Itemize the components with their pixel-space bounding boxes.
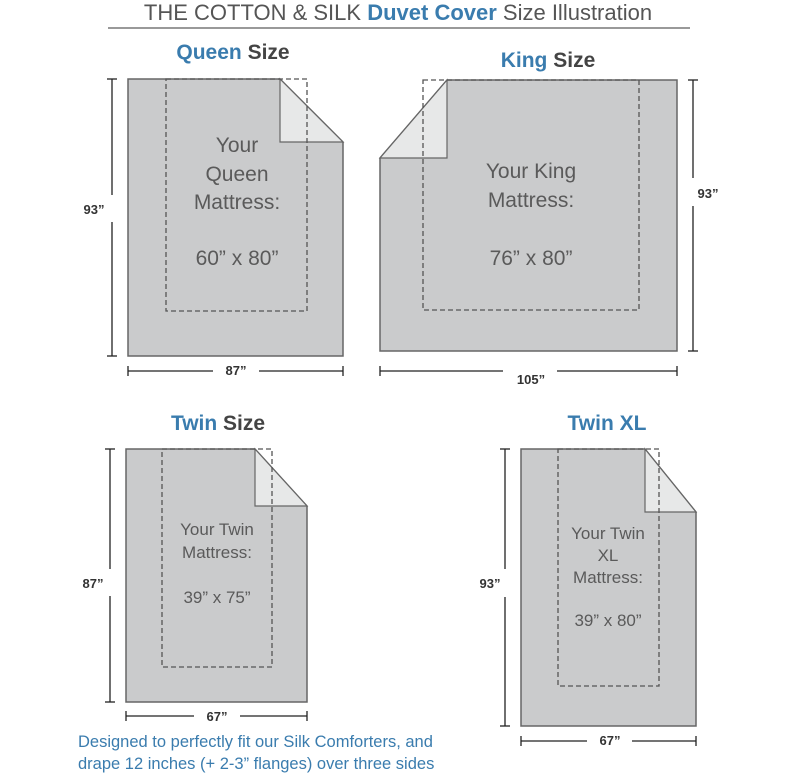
queen-panel xyxy=(84,41,343,378)
queen-mattress-line-1: Your xyxy=(215,134,259,157)
twinxl-mattress-size: 39” x 80” xyxy=(574,611,642,630)
twin-folded-corner xyxy=(255,449,307,506)
twin-width-label: 67” xyxy=(206,709,228,724)
king-mattress-line-2: Mattress: xyxy=(487,189,575,212)
footer-line-1: Designed to perfectly fit our Silk Comforters, and xyxy=(78,733,433,751)
king-mattress-size: 76” x 80” xyxy=(489,247,573,270)
twinxl-mattress-line-3: Mattress: xyxy=(573,568,643,587)
footer-line-2: drape 12 inches (+ 2-3” flanges) over three sides xyxy=(78,755,435,773)
queen-height-label: 93” xyxy=(83,202,105,217)
twinxl-height-label: 93” xyxy=(479,576,501,591)
queen-mattress-size: 60” x 80” xyxy=(195,247,279,270)
twin-mattress-line-1: Your Twin xyxy=(180,520,254,539)
twinxl-mattress-line-1: Your Twin xyxy=(571,524,645,543)
twinxl-folded-corner xyxy=(645,449,696,512)
queen-mattress-line-2: Queen xyxy=(205,163,269,186)
twinxl-width-label: 67” xyxy=(599,733,621,748)
twin-mattress-size: 39” x 75” xyxy=(183,588,251,607)
queen-size-label: Queen Size xyxy=(176,41,290,64)
queen-width-label: 87” xyxy=(225,363,247,378)
twin-mattress-line-2: Mattress: xyxy=(182,543,252,562)
twin-panel xyxy=(83,412,307,724)
twinxl-panel xyxy=(480,412,696,748)
twin-size-label: Twin Size xyxy=(170,412,266,435)
twinxl-mattress-line-2: XL xyxy=(597,546,619,565)
king-mattress-line-1: Your King xyxy=(485,160,577,183)
queen-mattress-line-3: Mattress: xyxy=(193,191,281,214)
page-title: THE COTTON & SILK Duvet Cover Size Illustration xyxy=(143,0,653,25)
king-size-label: King Size xyxy=(500,49,596,72)
king-height-label: 93” xyxy=(697,186,719,201)
twinxl-size-label: Twin XL xyxy=(567,412,647,435)
king-width-label: 105” xyxy=(516,372,546,387)
queen-folded-corner xyxy=(280,79,343,142)
twin-height-label: 87” xyxy=(82,576,104,591)
king-panel xyxy=(380,49,718,387)
footer-note xyxy=(78,731,538,775)
king-folded-corner xyxy=(380,80,447,158)
